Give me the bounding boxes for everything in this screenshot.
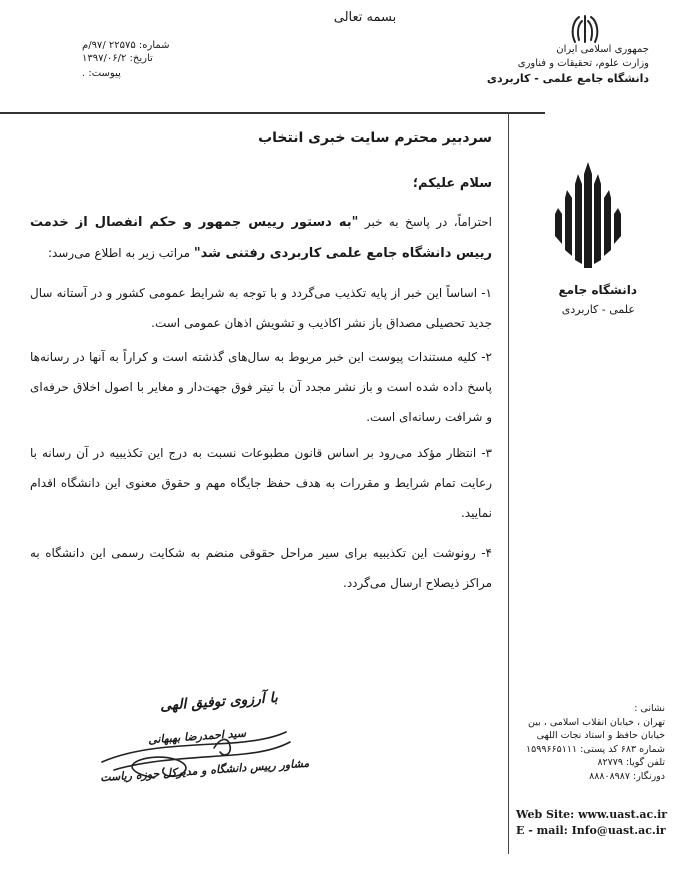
letter-date: تاریخ: ۱۳۹۷/۰۶/۲ bbox=[82, 53, 153, 64]
address-block bbox=[515, 702, 665, 783]
signatory-name: سید احمدرضا بهبهانی bbox=[147, 726, 247, 747]
address-line3: شماره ۶۸۳ کد پستی: ۱۵۹۹۶۶۵۱۱۱ bbox=[526, 743, 665, 755]
intro-end: مراتب زیر به اطلاع می‌رسد: bbox=[47, 246, 194, 260]
letter-item-4: ۴- رونوشت این تکذیبیه برای سیر مراحل حقوقی منضم به شکایت رسمی این دانشگاه به مراکز ذیصلاح ارسال می‌گردد. bbox=[30, 546, 492, 590]
address-line2: خیابان حافظ و استاد نجات اللهی bbox=[536, 730, 665, 741]
letter-closing: با آرزوی توفیق الهی bbox=[159, 689, 279, 715]
letter-intro bbox=[30, 207, 492, 269]
email-link[interactable]: E - mail: Info@uast.ac.ir bbox=[516, 824, 666, 837]
logo-text-line2: علمی - کاربردی bbox=[561, 303, 635, 316]
republic-label: جمهوری اسلامی ایران bbox=[556, 44, 649, 55]
letter-salutation: سردبیر محترم سایت خبری انتخاب bbox=[258, 130, 492, 146]
intro-quote: "به دستور رییس جمهور و حکم انفصال از خدمت رییس دانشگاه جامع علمی کاربردی رفتنی شد" bbox=[30, 215, 492, 261]
letter-item-2: ۲- کلیه مستندات پیوست این خبر مربوط به سال‌های گذشته است و کراراً به آنها در رسانه‌ها پاسخ داده شده است و باز نشر مجدد آن با تیتر فوق جهت‌دار و مغایر با اصول اخلاق حرفه‌ای و شرافت رسانه‌ای است. bbox=[30, 350, 492, 424]
letter-item-3: ۳- انتظار مؤکد می‌رود بر اساس قانون مطبوعات نسبت به درج این تکذیبیه در آن رسانه با رعایت تمام شرایط و مقررات به هدف حفظ جایگاه مهم و حقوق معنوی این دانشگاه اقدام نمایید. bbox=[30, 446, 492, 520]
university-logo-icon bbox=[552, 160, 624, 270]
header-divider bbox=[0, 112, 545, 114]
margin-divider bbox=[508, 112, 509, 854]
ministry-label: وزارت علوم، تحقیقات و فناوری bbox=[517, 58, 649, 69]
intro-start: احتراماً، در پاسخ به خبر bbox=[358, 215, 492, 229]
address-fax: دورنگار: ۸۸۸۰۸۹۸۷ bbox=[589, 770, 665, 782]
letter-number: شماره: ۲۲۵۷۵ /۹۷/م bbox=[82, 40, 170, 51]
iran-emblem-icon bbox=[568, 12, 602, 46]
address-label: نشانی : bbox=[634, 703, 665, 714]
bismillah-heading: بسمه تعالی bbox=[333, 10, 397, 25]
letter-attachment: پیوست: . bbox=[82, 68, 121, 79]
address-line1: تهران ، خیابان انقلاب اسلامی ، بین bbox=[528, 716, 665, 728]
logo-text-line1: دانشگاه جامع bbox=[558, 283, 637, 297]
website-link[interactable]: Web Site: www.uast.ac.ir bbox=[516, 808, 668, 821]
letter-item-1: ۱- اساساً این خبر از پایه تکذیب می‌گردد و با توجه به شرایط عمومی کشور و در آستانه سال جدید تحصیلی مصداق باز نشر اکاذیب و تشویش اذهان عمومی است. bbox=[30, 286, 492, 330]
address-phone: تلفن گویا: ۸۲۷۷۹ bbox=[597, 757, 665, 768]
letter-greeting: سلام علیکم؛ bbox=[412, 176, 492, 191]
university-label: دانشگاه جامع علمی - کاربردی bbox=[486, 72, 649, 85]
signatory-title: مشاور رییس دانشگاه و مدیرکل حوزه ریاست bbox=[99, 756, 310, 785]
